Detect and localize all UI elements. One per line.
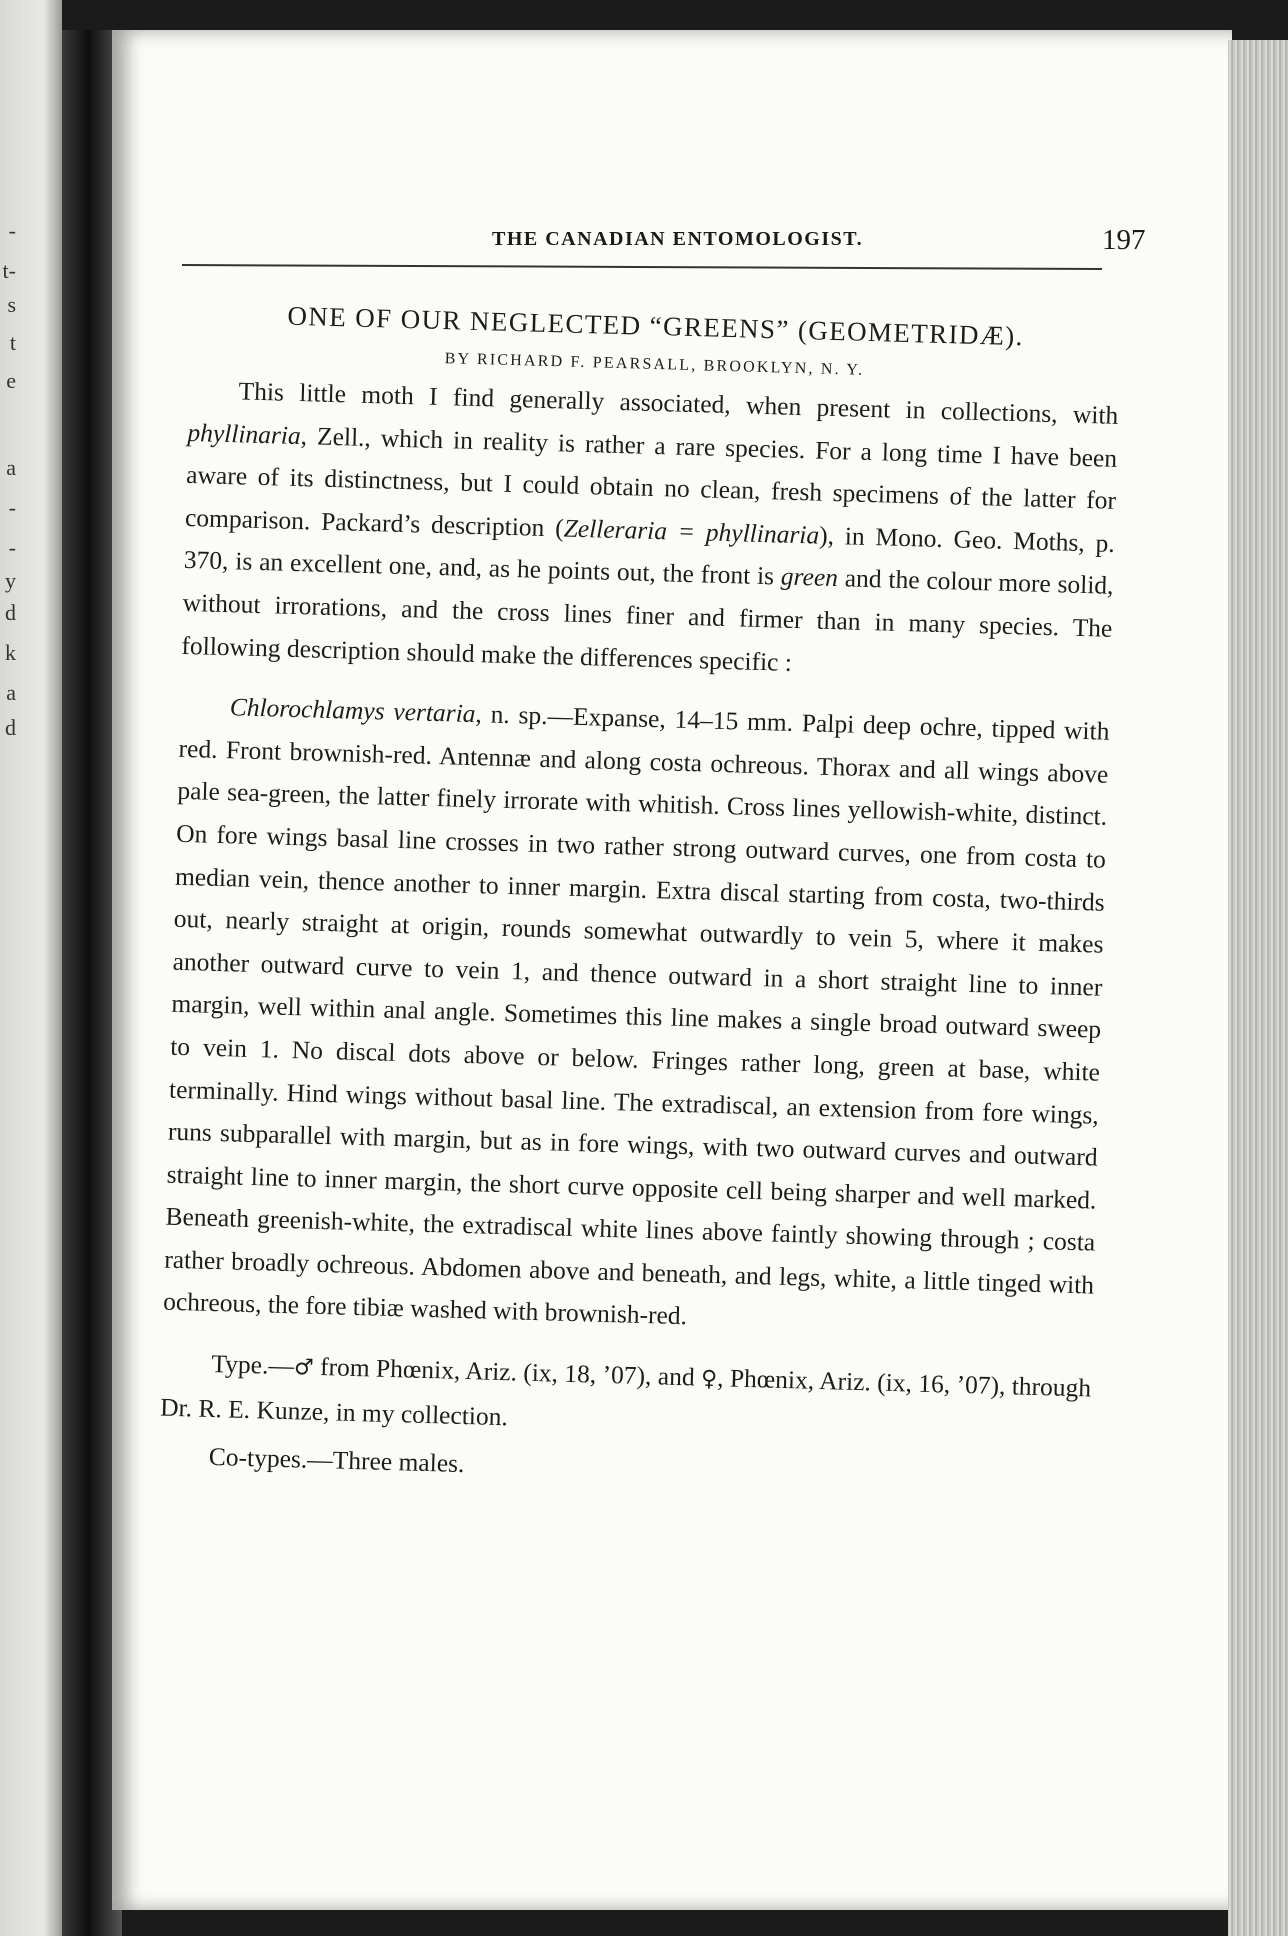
facing-page-fragment: a [6,680,16,705]
facing-page-fragment: - [8,218,16,243]
facing-page-fragment: - [8,495,16,520]
page-number: 197 [1102,224,1146,256]
male-symbol: ♂ [293,1355,314,1381]
species-name: phyllinaria [187,417,302,450]
article [158,270,1121,1503]
article-title: ONE OF OUR NEGLECTED “GREENS” (GEOMETRIDÆ). [287,300,1025,352]
facing-page-fragment: e [6,368,16,393]
facing-page-fragment: - [8,535,16,560]
new-species-name: Chlorochlamys vertaria [229,692,476,729]
page-header [172,200,1212,260]
description-text: , n. sp.—Expanse, 14–15 mm. Palpi deep ochre, tipped with red. Front brownish-red. Antennæ and along costa ochreous. Thorax and all wings above pale sea-green, the latter finely irrorate with whitish. Cross lines yellowish-white, distinct. On fore wings basal line crosses in two rather strong outward curves, one from costa to median vein, thence another to inner margin. Extra discal starting from costa, two-thirds out, nearly straight at origin, rounds somewhat outwardly to vein 5, where it makes another outward curve to vein 1, and thence outward in a short straight line to inner margin, well within anal angle. Sometimes this line makes a single broad outward sweep to vein 1. No discal dots above or below. Fringes rather long, green at base, white terminally. Hind wings without basal line. The extradiscal, an extension from fore wings, runs subparallel with margin, but as in fore wings, with two outward curves and outward straight line to inner margin, the short curve opposite cell being sharper and well marked. Beneath greenish-white, the extradiscal white lines above faintly showing through ; costa rather broadly ochreous. Abdomen above and beneath, and legs, white, a little tinged with ochreous, the fore tibiæ washed with brownish-red. [162,699,1110,1331]
type-text: from Phœnix, Ariz. (ix, 18, ’07), and [313,1351,702,1392]
facing-page-fragment: t [9,330,16,355]
intro-text: This little moth I find generally associated, when present in collections, with [238,376,1119,430]
emphasis-text: green [780,561,839,593]
facing-page-fragment: d [5,715,16,740]
intro-text: and the colour more solid, without irrorations, and the cross lines finer and firmer than in many species. The following description should make the differences specific : [181,563,1114,677]
synonym-name: Zelleraria = phyllinaria [563,513,820,550]
running-head: THE CANADIAN ENTOMOLOGIST. [492,228,864,250]
facing-page-fragment: d [5,600,16,625]
cotypes-paragraph: Co-types.—Three males. [208,1442,465,1479]
type-text: Type.— [211,1349,295,1381]
facing-page-edge [0,0,62,1936]
intro-paragraph [181,369,1119,693]
header-rule [182,264,1102,270]
facing-page-fragment: a [6,455,16,480]
facing-page-fragment: t- [2,258,16,283]
female-symbol: ♀ [700,1366,718,1393]
facing-page-fragment: y [5,568,16,593]
book-page [112,30,1232,1910]
facing-page-fragment: s [7,292,16,317]
type-text: , Phœnix, Ariz. (ix, 16, ’07), through Dr. R. E. Kunze, in my collection. [159,1363,1092,1431]
description-paragraph [163,685,1110,1350]
intro-text: ), in Mono. Geo. Moths, p. 370, is an excellent one, and, as he points out, the front is [183,520,1116,591]
article-byline: BY RICHARD F. PEARSALL, BROOKLYN, N. Y. [444,350,865,379]
facing-page-fragment: k [5,640,16,665]
intro-text: , Zell., which in reality is rather a rare species. For a long time I have been aware of its distinctness, but I could obtain no clean, fresh specimens of the latter for comparison. Packard’s description ( [184,420,1118,543]
page-edges [1228,40,1288,1936]
